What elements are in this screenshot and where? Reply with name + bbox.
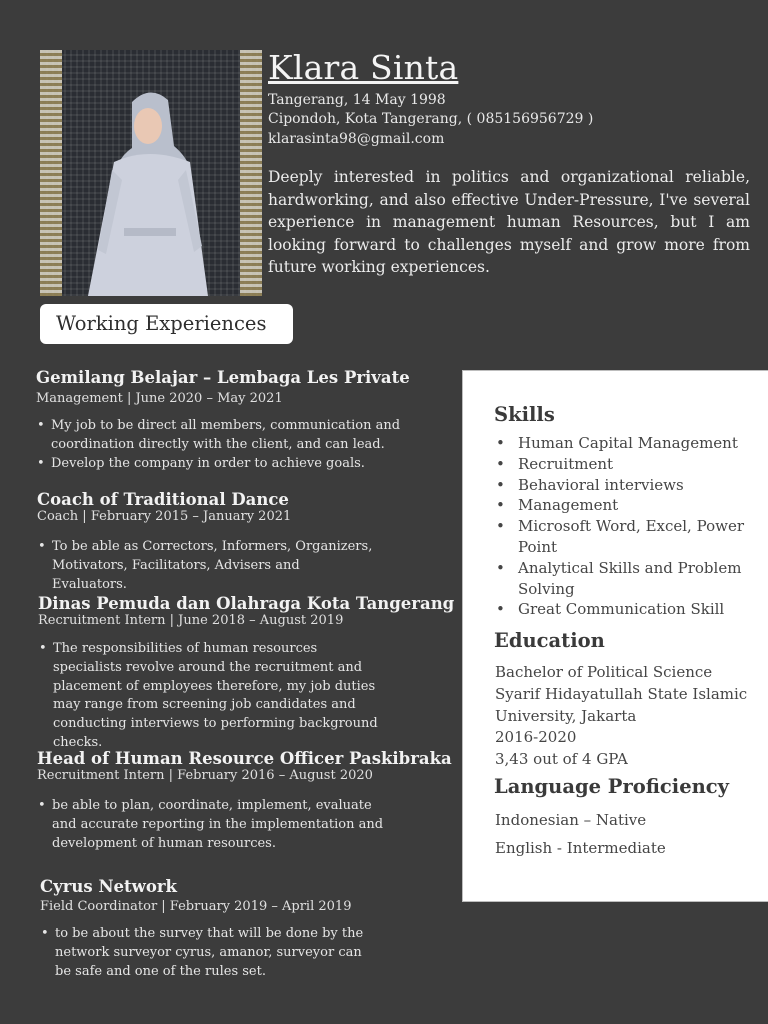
language-item: English - Intermediate [495,839,666,857]
job-title: Head of Human Resource Officer Paskibraka [37,749,452,768]
job-role-dates: Recruitment Intern | February 2016 – August 2020 [37,768,373,783]
profile-summary: Deeply interested in politics and organizational reliable, hardworking, and also effective Under-Pressure, I've several experience in management human Resources, but I am looking forward to challenges myself and grow more from future working experiences. [268,168,750,276]
job-entry [38,594,455,753]
job-entry [36,368,436,473]
candidate-name: Klara Sinta [268,48,459,87]
skills-heading: Skills [494,403,555,426]
job-entry [40,877,440,981]
job-title: Coach of Traditional Dance [37,490,289,509]
job-role-dates: Management | June 2020 – May 2021 [36,391,283,406]
skill-item: • Management [496,495,746,516]
job-bullet: • be able to plan, coordinate, implement, evaluate and accurate reporting in the implementation and development of human resources. [37,797,395,853]
education-school: Syarif Hidayatullah State Islamic [495,685,748,703]
job-role-dates: Field Coordinator | February 2019 – April 2019 [40,899,352,914]
education-school-cont: University, Jakarta [495,707,637,725]
job-role-dates: Recruitment Intern | June 2018 – August 2019 [38,613,344,628]
job-bullet: • To be able as Correctors, Informers, Organizers, Motivators, Facilitators, Advisers and Evaluators. [37,538,377,594]
skill-item: • Great Communication Skill [496,599,746,620]
job-title: Cyrus Network [40,877,177,896]
education-years: 2016-2020 [495,728,577,746]
birth-info: Tangerang, 14 May 1998 [268,92,446,108]
job-title: Dinas Pemuda dan Olahraga Kota Tangerang [38,594,455,613]
job-bullet: • My job to be direct all members, communication and coordination directly with the client, and can lead. [36,417,406,455]
person-figure [40,50,262,296]
job-role-dates: Coach | February 2015 – January 2021 [37,509,292,524]
skill-item: • Recruitment [496,454,746,475]
education-heading: Education [494,629,605,652]
education-gpa: 3,43 out of 4 GPA [495,750,628,768]
language-heading: Language Proficiency [494,775,729,798]
job-entry [37,749,452,853]
language-item: Indonesian – Native [495,811,647,829]
skill-item: • Behavioral interviews [496,475,746,496]
skill-item: • Analytical Skills and Problem Solving [496,558,746,600]
job-entry [37,490,437,594]
address-phone: Cipondoh, Kota Tangerang, ( 085156956729 ) [268,111,594,127]
experience-heading-text: Working Experiences [56,312,267,335]
skills-list [496,433,746,620]
job-bullet: • to be about the survey that will be done by the network surveyor cyrus, amanor, surveyor can be safe and one of the rules set. [40,925,375,981]
skills-education-panel [462,370,768,902]
profile-photo [40,50,262,296]
email-address: klarasinta98@gmail.com [268,131,445,147]
job-title: Gemilang Belajar – Lembaga Les Private [36,368,410,387]
job-bullet: • Develop the company in order to achieve goals. [36,455,406,474]
skill-item: • Microsoft Word, Excel, Power Point [496,516,746,558]
section-heading-experience [40,304,293,344]
skill-item: • Human Capital Management [496,433,746,454]
education-degree: Bachelor of Political Science [495,663,713,681]
job-bullet: • The responsibilities of human resources specialists revolve around the recruitment and placement of employees therefore, my job duties may range from screening job candidates and conducting interviews to performing background checks. [38,640,390,753]
